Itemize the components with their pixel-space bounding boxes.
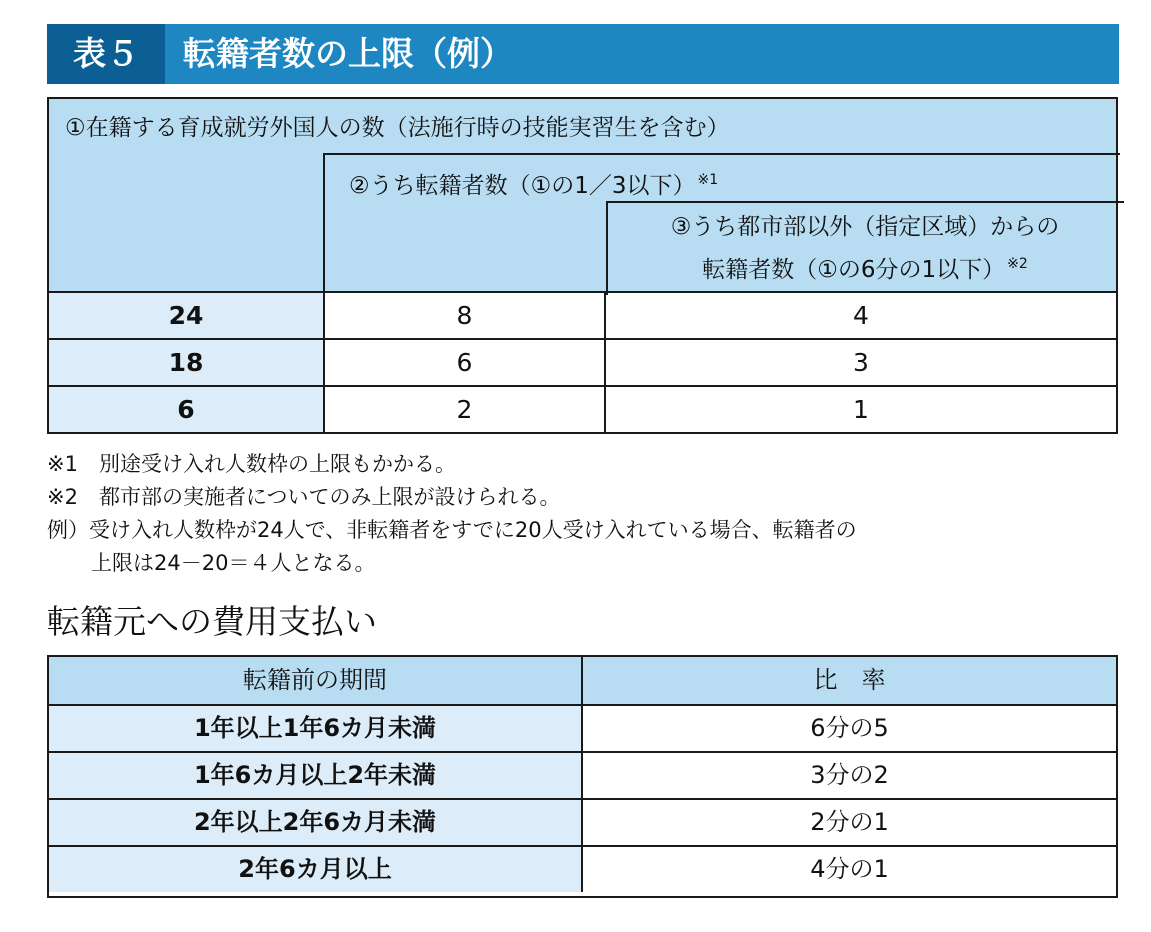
table-title: 転籍者数の上限（例） bbox=[183, 34, 513, 73]
footnotes bbox=[47, 450, 857, 582]
cell-ratio: 3分の2 bbox=[581, 753, 1116, 798]
cell-period: 1年以上1年6カ月未満 bbox=[49, 706, 581, 751]
cell-ratio: 6分の5 bbox=[581, 706, 1116, 751]
footnote-marker-2: ※2 bbox=[1007, 256, 1028, 272]
header-ratio: 比 率 bbox=[581, 657, 1116, 704]
table-row bbox=[49, 385, 1116, 432]
table-header-row bbox=[49, 657, 1116, 704]
header-transfer-box bbox=[323, 153, 1120, 293]
table-row bbox=[49, 704, 1116, 751]
header-transfer-count: ②うち転籍者数（①の1／3以下） $^{※1}$ bbox=[349, 172, 719, 199]
section-title: 転籍元への費用支払い bbox=[47, 602, 377, 641]
cell-ratio: 2分の1 bbox=[581, 800, 1116, 845]
example-note bbox=[47, 516, 857, 582]
table-caption-bar bbox=[47, 24, 1119, 84]
cell-ratio: 4分の1 bbox=[581, 847, 1116, 892]
footnote-1: ※1 別途受け入れ人数枠の上限もかかる。 bbox=[47, 452, 456, 476]
table-row bbox=[49, 338, 1116, 385]
table-row bbox=[49, 845, 1116, 892]
cell-non-urban: 4 bbox=[604, 293, 1116, 338]
header-non-urban-count: ③うち都市部以外（指定区域）からの 転籍者数（①の6分の1以下） $^{※2}$ bbox=[670, 214, 1060, 283]
header-non-urban-box bbox=[606, 201, 1124, 295]
table-row bbox=[49, 751, 1116, 798]
header-total-trainees: ①在籍する育成就労外国人の数（法施行時の技能実習生を含む） bbox=[65, 115, 730, 141]
table-header bbox=[49, 99, 1116, 291]
header-period: 転籍前の期間 bbox=[49, 657, 581, 704]
cell-total: 24 bbox=[49, 293, 323, 338]
cell-period: 2年6カ月以上 bbox=[49, 847, 581, 892]
example-line-2: 上限は24－20＝４人となる。 bbox=[91, 551, 376, 575]
transfer-limit-table bbox=[47, 97, 1118, 434]
table-row bbox=[49, 798, 1116, 845]
table-number: 表５ bbox=[47, 24, 165, 84]
example-line-1: 例）受け入れ人数枠が24人で、非転籍者をすでに20人受け入れている場合、転籍者の bbox=[47, 518, 857, 542]
cell-period: 1年6カ月以上2年未満 bbox=[49, 753, 581, 798]
cell-total: 6 bbox=[49, 387, 323, 432]
footnote-2: ※2 都市部の実施者についてのみ上限が設けられる。 bbox=[47, 485, 561, 509]
payment-ratio-table bbox=[47, 655, 1118, 898]
cell-non-urban: 3 bbox=[604, 340, 1116, 385]
cell-total: 18 bbox=[49, 340, 323, 385]
table-row bbox=[49, 291, 1116, 338]
cell-non-urban: 1 bbox=[604, 387, 1116, 432]
cell-transfer: 8 bbox=[323, 293, 604, 338]
cell-transfer: 2 bbox=[323, 387, 604, 432]
footnote-marker-1: ※1 bbox=[697, 172, 719, 188]
cell-period: 2年以上2年6カ月未満 bbox=[49, 800, 581, 845]
cell-transfer: 6 bbox=[323, 340, 604, 385]
